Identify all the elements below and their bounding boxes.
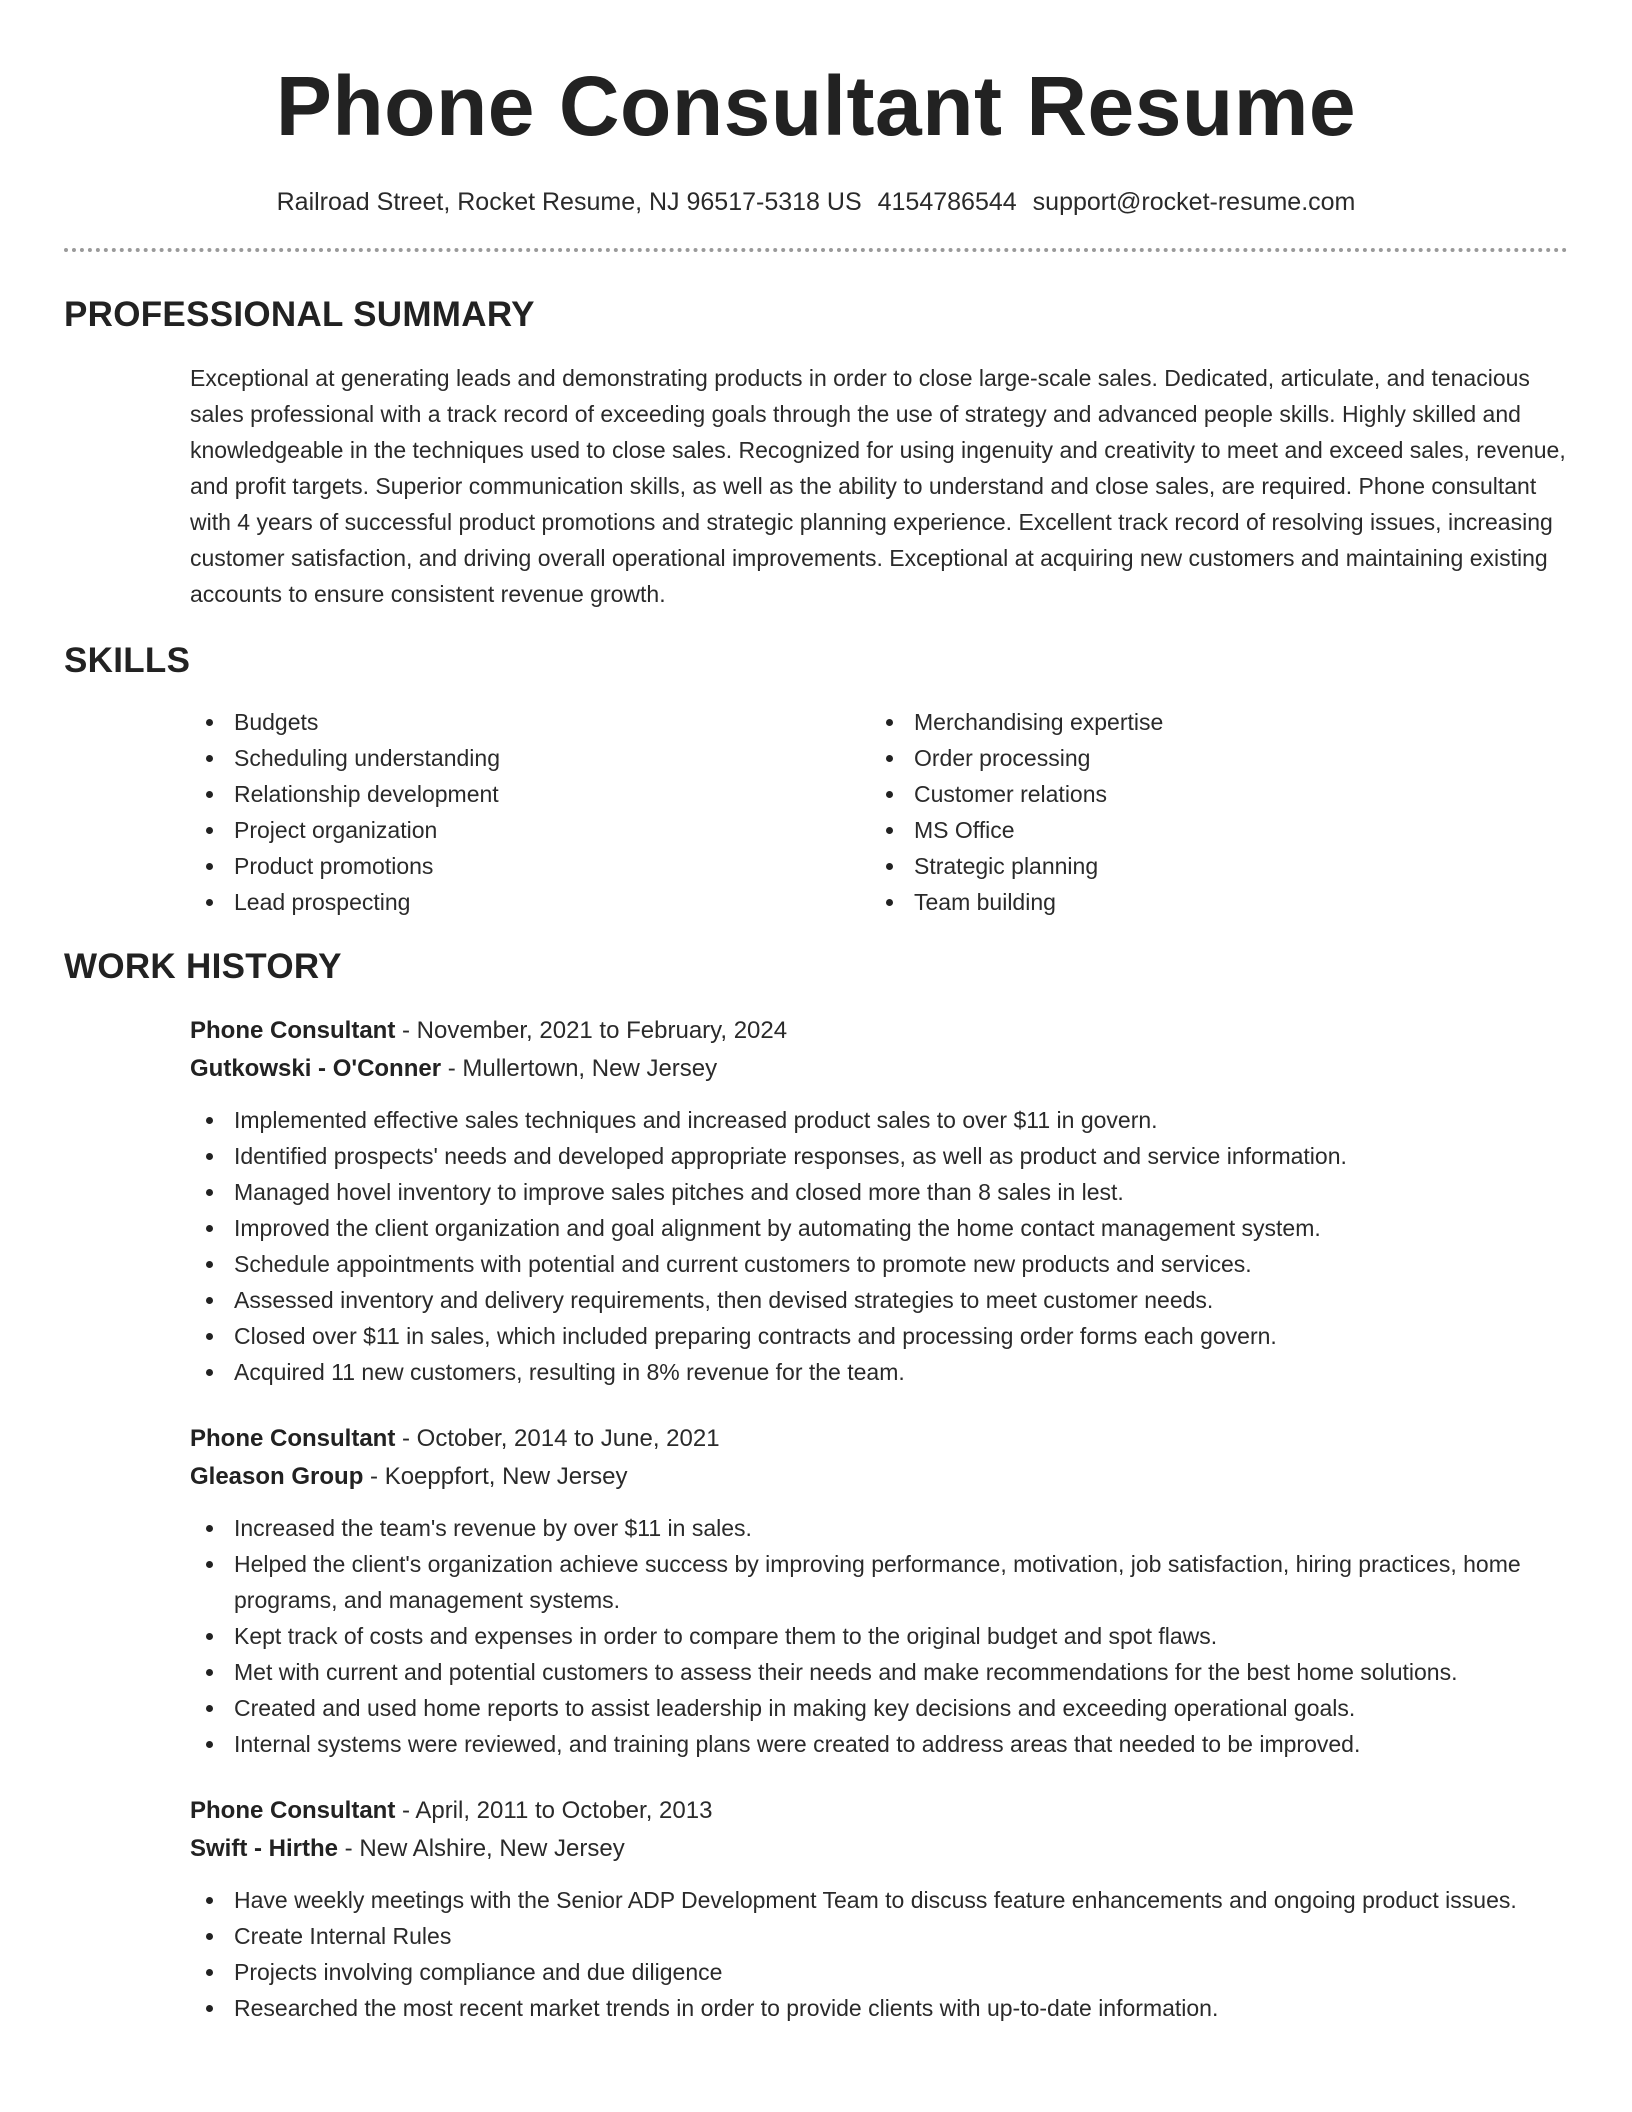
skill-item: Order processing [870, 740, 1550, 776]
job-bullet: Helped the client's organization achieve success by improving performance, motivation, job satisfaction, hiring practices, home programs, and management systems. [190, 1546, 1568, 1618]
job-bullet: Created and used home reports to assist leadership in making key decisions and exceeding operational goals. [190, 1690, 1568, 1726]
job-dates: - November, 2021 to February, 2024 [395, 1017, 788, 1044]
job-bullet: Projects involving compliance and due diligence [190, 1954, 1568, 1990]
job-dates: - October, 2014 to June, 2021 [395, 1425, 720, 1452]
contact-info [64, 186, 1568, 218]
job-bullet: Implemented effective sales techniques and increased product sales to over $11 in govern. [190, 1102, 1568, 1138]
job-location: - New Alshire, New Jersey [338, 1835, 625, 1862]
job-company: Gutkowski - O'Conner [190, 1055, 442, 1082]
job-bullet: Improved the client organization and goal alignment by automating the home contact management system. [190, 1210, 1568, 1246]
job-bullet: Assessed inventory and delivery requirements, then devised strategies to meet customer needs. [190, 1282, 1568, 1318]
job-dates: - April, 2011 to October, 2013 [395, 1797, 713, 1824]
job-bullet: Create Internal Rules [190, 1918, 1568, 1954]
job-title-line [190, 1012, 1568, 1050]
resume-title: Phone Consultant Resume [275, 59, 1357, 153]
job-entry [190, 1012, 1568, 1390]
job-role: Phone Consultant [190, 1425, 396, 1452]
skill-item: Strategic planning [870, 848, 1550, 884]
skill-item: MS Office [870, 812, 1550, 848]
contact-phone: 4154786544 [877, 188, 1017, 216]
skill-item: Project organization [190, 812, 870, 848]
work-history-list [190, 1012, 1568, 2026]
contact-email: support@rocket-resume.com [1032, 188, 1356, 216]
job-role: Phone Consultant [190, 1017, 396, 1044]
job-title-line [190, 1420, 1568, 1458]
job-responsibilities [190, 1882, 1568, 2026]
skill-item: Team building [870, 884, 1550, 920]
job-bullet: Schedule appointments with potential and current customers to promote new products and services. [190, 1246, 1568, 1282]
job-company: Gleason Group [190, 1463, 364, 1490]
header-divider [64, 248, 1568, 252]
job-bullet: Identified prospects' needs and developed appropriate responses, as well as product and service information. [190, 1138, 1568, 1174]
skill-item: Budgets [190, 704, 870, 740]
job-bullet: Managed hovel inventory to improve sales pitches and closed more than 8 sales in lest. [190, 1174, 1568, 1210]
job-bullet: Acquired 11 new customers, resulting in 8% revenue for the team. [190, 1354, 1568, 1390]
job-bullet: Researched the most recent market trends in order to provide clients with up-to-date information. [190, 1990, 1568, 2026]
job-location: - Koeppfort, New Jersey [363, 1463, 628, 1490]
job-role: Phone Consultant [190, 1797, 396, 1824]
skills-column-right [870, 704, 1550, 920]
job-company-line [190, 1830, 1568, 1868]
skill-item: Relationship development [190, 776, 870, 812]
job-bullet: Met with current and potential customers to assess their needs and make recommendations for the best home solutions. [190, 1654, 1568, 1690]
job-entry [190, 1792, 1568, 2026]
skills-list [190, 704, 1568, 920]
skill-item: Product promotions [190, 848, 870, 884]
job-responsibilities [190, 1510, 1568, 1762]
job-bullet: Increased the team's revenue by over $11 in sales. [190, 1510, 1568, 1546]
skills-column-left [190, 704, 870, 920]
skills-heading: SKILLS [64, 641, 191, 680]
skill-item: Merchandising expertise [870, 704, 1550, 740]
job-location: - Mullertown, New Jersey [441, 1055, 718, 1082]
job-bullet: Kept track of costs and expenses in order to compare them to the original budget and spot flaws. [190, 1618, 1568, 1654]
skill-item: Customer relations [870, 776, 1550, 812]
job-bullet: Closed over $11 in sales, which included preparing contracts and processing order forms each govern. [190, 1318, 1568, 1354]
work-history-heading: WORK HISTORY [64, 947, 342, 986]
job-bullet: Internal systems were reviewed, and training plans were created to address areas that needed to be improved. [190, 1726, 1568, 1762]
contact-address: Railroad Street, Rocket Resume, NJ 96517-5318 US [276, 188, 862, 216]
job-entry [190, 1420, 1568, 1762]
job-company: Swift - Hirthe [190, 1835, 338, 1862]
skill-item: Scheduling understanding [190, 740, 870, 776]
job-title-line [190, 1792, 1568, 1830]
summary-text: Exceptional at generating leads and demonstrating products in order to close large-scale sales. Dedicated, articulate, and tenacious sales professional with a track record of exceeding goals through the use of strategy and advanced people skills. Highly skilled and knowledgeable in the techniques used to close sales. Recognized for using ingenuity and creativity to meet and exceed sales, revenue, and profit targets. Superior communication skills, as well as the ability to understand and close sales, are required. Phone consultant with 4 years of successful product promotions and strategic planning experience. Excellent track record of resolving issues, increasing customer satisfaction, and driving overall operational improvements. Exceptional at acquiring new customers and maintaining existing accounts to ensure consistent revenue growth. [190, 365, 1566, 607]
job-bullet: Have weekly meetings with the Senior ADP Development Team to discuss feature enhancements and ongoing product issues. [190, 1882, 1568, 1918]
summary-heading: PROFESSIONAL SUMMARY [64, 295, 535, 334]
skill-item: Lead prospecting [190, 884, 870, 920]
job-responsibilities [190, 1102, 1568, 1390]
job-company-line [190, 1050, 1568, 1088]
job-company-line [190, 1458, 1568, 1496]
